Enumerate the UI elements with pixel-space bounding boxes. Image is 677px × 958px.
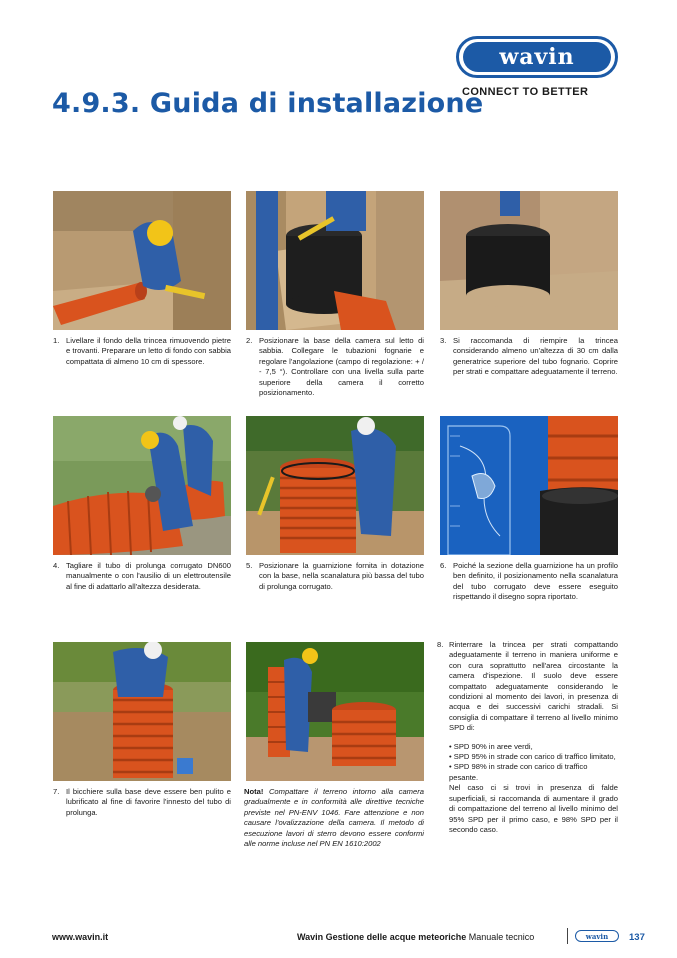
note-text: Compattare il terreno intorno alla camera gradualmente e in conformità alle direttive tecniche previste nel PN-ENV 1046. Fare attenzione e non causare l'ovalizzazione della camera. Il metodo di esecuzione lavori di sterro devono essere conformi alle norme incluse nel PN EN 1610:2002	[244, 787, 424, 849]
step-4-text: Tagliare il tubo di prolunga corrugato DN600 manualmente o con l'ausilio di un elettroutensile al fine di adattarlo all'altezza desiderata.	[66, 561, 231, 591]
photo-step-6	[440, 416, 618, 555]
page-title: 4.9.3. Guida di installazione	[52, 88, 484, 119]
note-block	[244, 787, 424, 849]
footer-url[interactable]: www.wavin.it	[52, 932, 109, 942]
photo-step-2	[246, 191, 424, 330]
step-6-caption	[440, 561, 618, 603]
step-6-text: Poiché la sezione della guarnizione ha un profilo ben definito, il posizionamento nella scanalatura del tubo corrugato deve essere eseguito rispettando il disegno sopra riportato.	[453, 561, 618, 602]
page-number: 137	[629, 932, 645, 943]
step-3-number: 3.	[440, 336, 447, 345]
step-8-block	[437, 640, 618, 835]
footer-publication	[297, 932, 534, 942]
step-8-bullet: • SPD 90% in aree verdi,	[449, 741, 533, 751]
photo-step-1	[53, 191, 231, 330]
step-5-number: 5.	[246, 561, 253, 570]
step-1-caption	[53, 336, 231, 367]
footer-wavin-logo	[575, 930, 619, 942]
step-7-text: Il bicchiere sulla base deve essere ben pulito e lubrificato al fine di favorire l'innesto del tubo di prolunga.	[66, 787, 231, 817]
step-1-number: 1.	[53, 336, 60, 345]
step-8-after-text: Nel caso ci si trovi in presenza di falde superficiali, si raccomanda di aumentare il grado di compattazione del terreno al livello minimo del 95% SPD per il primo caso, e 98% SPD per il secondo caso.	[449, 783, 618, 834]
step-4-caption	[53, 561, 231, 592]
step-1-text: Livellare il fondo della trincea rimuovendo pietre e trovanti. Preparare un letto di fondo con sabbia compattata di almeno 10 cm di spessore.	[66, 336, 231, 366]
photo-step-4	[53, 416, 231, 555]
step-6-number: 6.	[440, 561, 447, 570]
wavin-logo	[456, 36, 618, 78]
step-4-number: 4.	[53, 561, 60, 570]
tagline: CONNECT TO BETTER	[462, 86, 589, 98]
photo-step-3	[440, 191, 618, 330]
note-label: Nota!	[244, 787, 264, 796]
step-3-text: Si raccomanda di riempire la trincea considerando almeno un'altezza di 30 cm dalla generatrice superiore del tubo fognario. Coprire per strati e compattare adeguatamente il terreno.	[453, 336, 618, 377]
step-2-caption	[246, 336, 424, 398]
step-8-bullet: • SPD 95% in strade con carico di traffico limitato,	[449, 752, 616, 762]
step-5-text: Posizionare la guarnizione fornita in dotazione con la base, nella scanalatura più bassa del tubo di prolunga corrugato.	[259, 561, 424, 591]
photo-step-5	[246, 416, 424, 555]
photo-step-7	[53, 642, 231, 781]
step-5-caption	[246, 561, 424, 592]
step-3-caption	[440, 336, 618, 378]
step-8-bullet: • SPD 98% in strade con carico di traffico pesante.	[449, 762, 588, 782]
step-7-number: 7.	[53, 787, 60, 796]
step-8-number: 8.	[437, 640, 444, 649]
wavin-logo-text: wavin	[463, 42, 611, 72]
step-7-caption	[53, 787, 231, 818]
footer-logo-text: wavin	[585, 931, 609, 941]
photo-step-8	[246, 642, 424, 781]
step-8-text: Rinterrare la trincea per strati compattando adeguatamente il terreno in maniera uniforme e con cura soprattutto nell'area circostante la camera d'ispezione. Il suolo deve essere compattato adeguatamente considerando le condizioni al momento dei lavori, in presenza di acqua e dei successivi carichi stradali. Si consiglia di compattare il terreno al livello minimo SPD di:	[449, 640, 618, 733]
footer-publication-subtitle: Manuale tecnico	[466, 932, 535, 942]
step-2-text: Posizionare la base della camera sul letto di sabbia. Collegare le tubazioni fognarie e regolare l'angolazione (campo di regolazione: + / - 7,5 °). Controllare con una livella sulla parte superiore della camera il corretto posizionamento.	[259, 336, 424, 398]
footer-divider	[567, 928, 568, 944]
step-2-number: 2.	[246, 336, 253, 345]
footer-publication-title: Wavin Gestione delle acque meteoriche	[297, 932, 467, 942]
